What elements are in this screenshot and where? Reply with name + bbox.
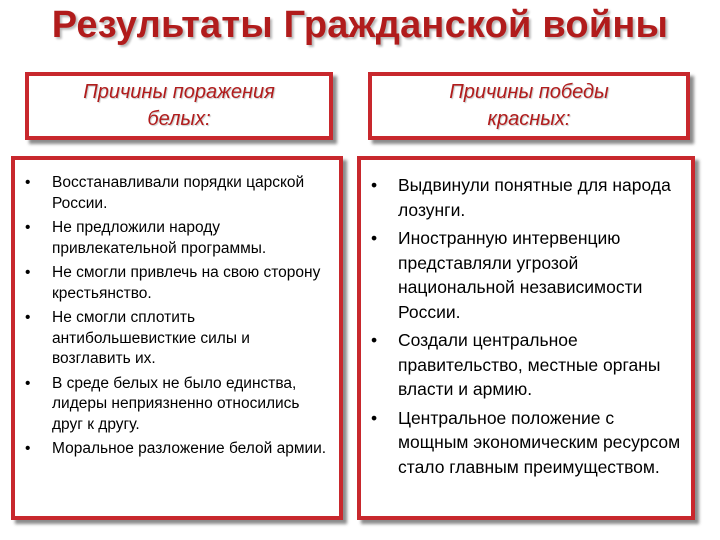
white-defeat-list (15, 173, 331, 460)
list-item: • Не смогли сплотить антибольшевисткие силы и возглавить их. (15, 308, 331, 370)
list-item: • Не предложили народу привлекательной программы. (15, 218, 331, 259)
white-defeat-header-line1: Причины поражения (83, 81, 275, 103)
red-victory-list-box (357, 156, 695, 520)
slide-title: Результаты Гражданской войны (51, 4, 669, 46)
white-defeat-header (25, 72, 333, 140)
list-item: • Моральное разложение белой армии. (15, 439, 331, 460)
list-item: • Выдвинули понятные для народа лозунги. (361, 173, 683, 222)
red-victory-header (368, 72, 690, 140)
red-victory-header-line1: Причины победы (449, 81, 609, 103)
white-defeat-list-box (11, 156, 343, 520)
list-item: • Восстанавливали порядки царской России. (15, 173, 331, 214)
list-item: • Не смогли привлечь на свою сторону крестьянство. (15, 263, 331, 304)
red-victory-header-line2: красных: (487, 108, 571, 130)
red-victory-list (361, 173, 683, 479)
list-item: • Иностранную интервенцию представляли угрозой национальной независимости России. (361, 226, 683, 324)
list-item: • Центральное положение с мощным экономическим ресурсом стало главным преимуществом. (361, 406, 683, 480)
list-item: • В среде белых не было единства, лидеры неприязненно относились друг к другу. (15, 374, 331, 436)
white-defeat-header-line2: белых: (147, 108, 211, 130)
list-item: • Создали центральное правительство, местные органы власти и армию. (361, 328, 683, 402)
